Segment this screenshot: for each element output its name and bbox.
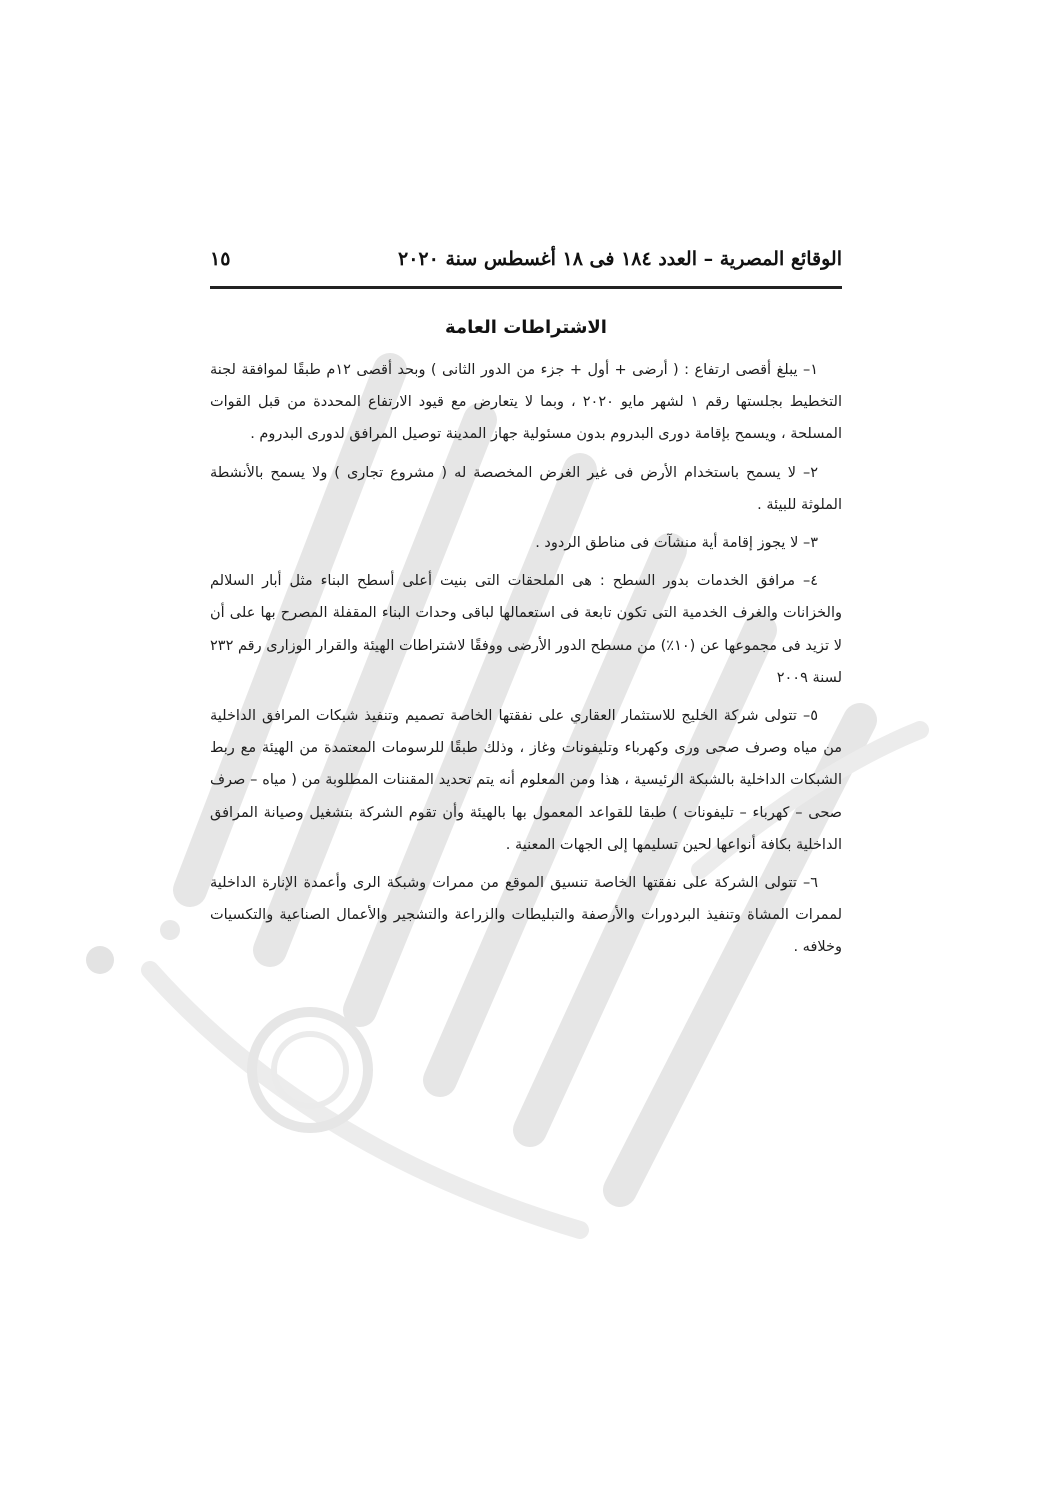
paragraph-1: ١– يبلغ أقصى ارتفاع : ( أرضى + أول + جزء من الدور الثانى ) وبحد أقصى ١٢م طبقًا لموافقة لجنة التخطيط بجلستها رقم ١ لشهر مايو ٢٠٢٠ ، وبما لا يتعارض مع قيود الارتفاع المحددة من قبل القوات المسلحة ، ويسمح بإقامة دورى البدروم بدون مسئولية جهاز المدينة توصيل المرافق لدورى البدروم . (210, 362, 842, 443)
page-number: ١٥ (210, 248, 231, 270)
document-body (210, 304, 842, 970)
paragraph-4: ٤– مرافق الخدمات بدور السطح : هى الملحقات التى بنيت أعلى أسطح البناء مثل أبار السلالم والخزانات والغرف الخدمية التى تكون تابعة فى استعمالها لباقى وحدات البناء المقفلة المصرح بها على أن لا تزيد فى مجموعها عن (١٠٪) من مسطح الدور الأرضى ووفقًا لاشتراطات الهيئة والقرار الوزارى رقم ٢٣٢ لسنة ٢٠٠٩ (210, 573, 842, 686)
gazette-issue-title: الوقائع المصرية – العدد ١٨٤ فى ١٨ أغسطس سنة ٢٠٢٠ (398, 248, 842, 270)
paragraph-3: ٣– لا يجوز إقامة أية منشآت فى مناطق الردود . (535, 535, 818, 552)
paragraph-2: ٢– لا يسمح باستخدام الأرض فى غير الغرض المخصصة له ( مشروع تجارى ) ولا يسمح بالأنشطة الملوثة للبيئة . (210, 464, 842, 513)
page-header (210, 236, 842, 282)
paragraph-5: ٥– تتولى شركة الخليج للاستثمار العقاري على نفقتها الخاصة تصميم وتنفيذ شبكات المرافق الداخلية من مياه وصرف صحى ورى وكهرباء وتليفونات وغاز ، وذلك طبقًا للرسومات المعتمدة من الهيئة مع ربط الشبكات الداخلية بالشبكة الرئيسية ، هذا ومن المعلوم أنه يتم تحديد المقننات المطلوبة من ( مياه – صرف صحى – كهرباء – تليفونات ) طبقا للقواعد المعمول بها بالهيئة وأن تقوم الشركة بتشغيل وصيانة المرافق الداخلية بكافة أنواعها لحين تسليمها إلى الجهات المعنية . (210, 708, 842, 853)
paragraph-6: ٦– تتولى الشركة على نفقتها الخاصة تنسيق الموقع من ممرات وشبكة الرى وأعمدة الإنارة الداخلية لممرات المشاة وتنفيذ البردورات والأرصفة والتبليطات والزراعة والتشجير والأعمال الصناعية والتكسيات وخلافه . (210, 875, 842, 956)
header-divider (210, 286, 842, 289)
section-title: الاشتراطات العامة (445, 317, 607, 338)
